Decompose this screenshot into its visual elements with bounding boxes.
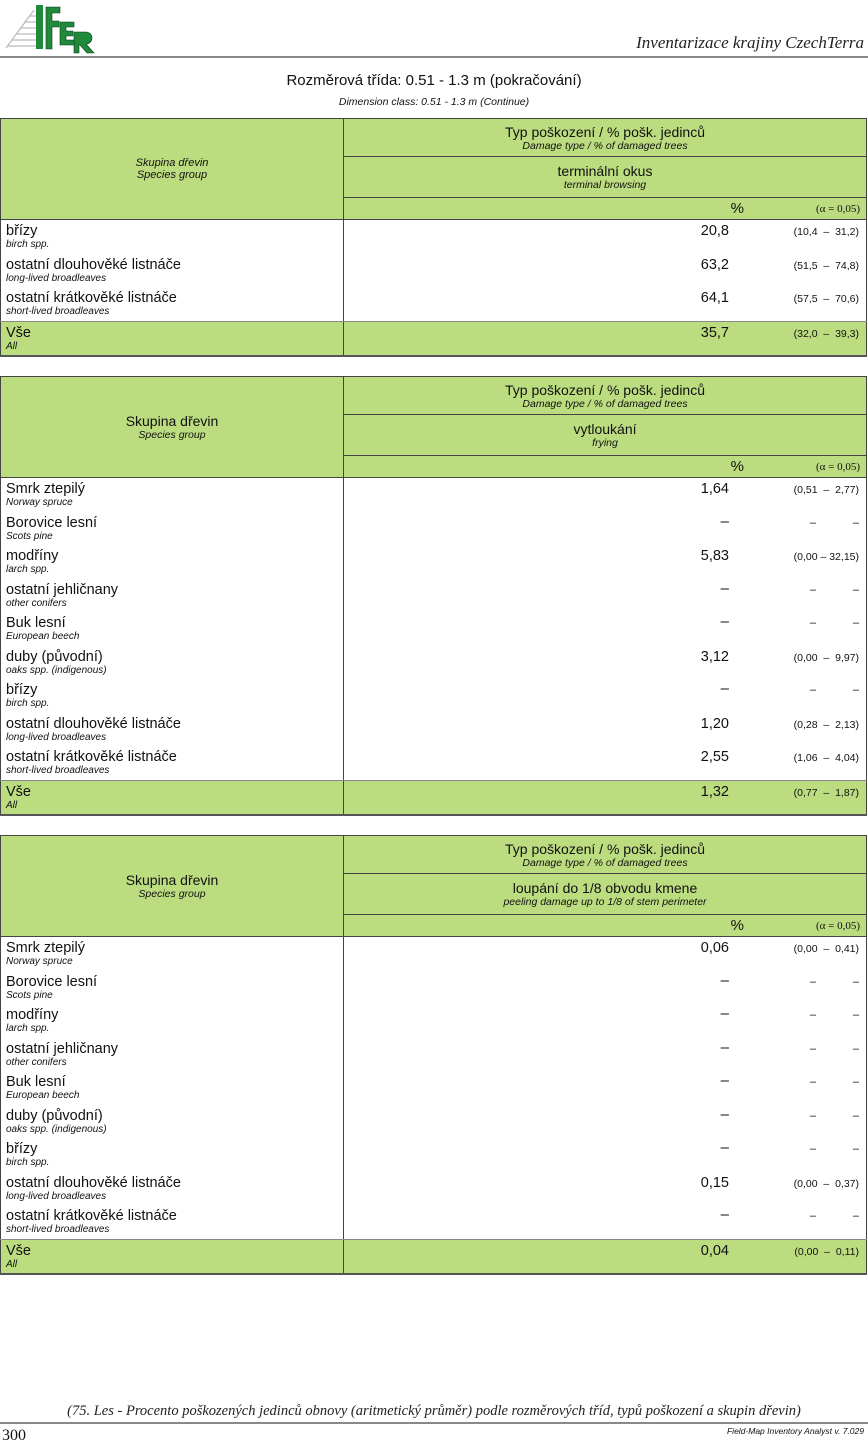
species-cell bbox=[1, 287, 344, 321]
confidence-interval: (0,00 – 0,37) bbox=[793, 1177, 859, 1190]
species-header-cz: Skupina dřevin bbox=[125, 413, 219, 429]
value-cell bbox=[344, 220, 867, 254]
species-name-cz: ostatní jehličnany bbox=[6, 581, 119, 598]
ifer-logo bbox=[4, 2, 98, 54]
percent-value: 63,2 bbox=[700, 256, 729, 273]
species-name-cz: Smrk ztepilý bbox=[6, 481, 85, 497]
ci-lower-empty: – bbox=[809, 975, 816, 988]
species-name-en: birch spp. bbox=[6, 239, 50, 250]
species-name-en: oaks spp. (indigenous) bbox=[6, 1123, 107, 1135]
percent-value: 3,12 bbox=[700, 648, 729, 665]
damage-type-header bbox=[344, 836, 867, 874]
total-label-cz: Vše bbox=[6, 324, 31, 341]
damage-name-cz: loupání do 1/8 obvodu kmene bbox=[512, 880, 698, 896]
percent-value: 20,8 bbox=[700, 223, 729, 239]
species-name-cz: břízy bbox=[6, 1141, 38, 1157]
confidence-interval: (0,28 – 2,13) bbox=[793, 718, 859, 731]
footer-divider bbox=[0, 1422, 868, 1424]
total-row bbox=[1, 780, 867, 815]
species-cell bbox=[1, 512, 344, 546]
ci-lower-empty: – bbox=[809, 516, 816, 529]
value-cell bbox=[344, 1205, 867, 1239]
species-name-en: short-lived broadleaves bbox=[6, 1224, 110, 1235]
species-name-cz: Smrk ztepilý bbox=[6, 940, 85, 956]
table-row bbox=[1, 254, 867, 288]
value-cell bbox=[344, 545, 867, 579]
table-row bbox=[1, 646, 867, 680]
ci-upper-empty: – bbox=[852, 975, 859, 988]
damage-name-en: terminal browsing bbox=[563, 179, 647, 191]
value-cell bbox=[344, 1004, 867, 1038]
ci-lower-empty: – bbox=[809, 617, 816, 629]
ci-upper-empty: – bbox=[852, 1009, 859, 1021]
damage-name-header bbox=[344, 415, 867, 456]
table-row bbox=[1, 679, 867, 713]
species-cell bbox=[1, 1239, 344, 1274]
species-cell bbox=[1, 1071, 344, 1105]
species-name-en: Scots pine bbox=[6, 989, 53, 1001]
ci-upper-empty: – bbox=[852, 1109, 859, 1122]
species-name-en: long-lived broadleaves bbox=[6, 731, 107, 743]
confidence-interval: (0,00 – 0,41) bbox=[793, 943, 859, 955]
value-cell bbox=[344, 478, 867, 512]
species-name-en: larch spp. bbox=[6, 564, 50, 575]
species-cell bbox=[1, 1038, 344, 1072]
damage-name-cz: vytloukání bbox=[573, 421, 637, 437]
page-number: 300 bbox=[2, 1427, 26, 1444]
total-label-en: All bbox=[6, 340, 18, 352]
percent-value: – bbox=[720, 971, 729, 989]
confidence-interval: (0,51 – 2,77) bbox=[793, 484, 859, 496]
table-row bbox=[1, 612, 867, 646]
species-cell bbox=[1, 746, 344, 780]
damage-table bbox=[0, 835, 867, 1275]
species-name-cz: duby (původní) bbox=[6, 1107, 103, 1124]
table-row bbox=[1, 512, 867, 546]
ci-upper-empty: – bbox=[852, 617, 859, 629]
percent-value: – bbox=[720, 680, 729, 697]
species-cell bbox=[1, 478, 344, 512]
damage-name-cz: terminální okus bbox=[557, 163, 653, 179]
species-name-en: larch spp. bbox=[6, 1023, 50, 1034]
species-name-cz: Borovice lesní bbox=[6, 973, 98, 990]
ci-lower-empty: – bbox=[809, 583, 816, 596]
table-row bbox=[1, 1105, 867, 1139]
value-cell bbox=[344, 780, 867, 815]
ci-upper-empty: – bbox=[852, 1210, 859, 1222]
species-name-cz: ostatní krátkověké listnáče bbox=[6, 749, 177, 765]
ci-upper-empty: – bbox=[852, 516, 859, 529]
species-cell bbox=[1, 713, 344, 747]
percent-value: 1,32 bbox=[700, 783, 729, 800]
damage-type-en: Damage type / % of damaged trees bbox=[522, 857, 688, 869]
percent-value: 5,83 bbox=[700, 548, 729, 564]
species-name-cz: modříny bbox=[6, 1007, 59, 1023]
value-cell bbox=[344, 321, 867, 356]
ci-lower-empty: – bbox=[809, 684, 816, 696]
ci-upper-empty: – bbox=[852, 1076, 859, 1088]
species-cell bbox=[1, 780, 344, 815]
percent-value: 35,7 bbox=[700, 324, 729, 341]
table-row bbox=[1, 1205, 867, 1239]
damage-type-cz: Typ poškození / % pošk. jedinců bbox=[505, 382, 705, 398]
species-cell bbox=[1, 254, 344, 288]
species-name-cz: ostatní dlouhověké listnáče bbox=[6, 256, 181, 273]
confidence-interval: (0,00 – 9,97) bbox=[793, 651, 859, 664]
alpha-label: (α = 0,05) bbox=[815, 920, 860, 932]
species-cell bbox=[1, 937, 344, 971]
damage-name-en: peeling damage up to 1/8 of stem perimeter bbox=[503, 896, 707, 908]
species-name-en: European beech bbox=[6, 1090, 80, 1101]
alpha-label: (α = 0,05) bbox=[815, 203, 860, 215]
species-header-cz: Skupina dřevin bbox=[125, 872, 219, 888]
species-group-header bbox=[1, 836, 344, 937]
damage-table bbox=[0, 118, 867, 357]
percent-label: % bbox=[730, 458, 744, 475]
percent-header bbox=[344, 456, 867, 478]
species-name-cz: ostatní dlouhověké listnáče bbox=[6, 1174, 181, 1191]
percent-label: % bbox=[730, 200, 744, 217]
damage-type-cz: Typ poškození / % pošk. jedinců bbox=[505, 841, 705, 857]
value-cell bbox=[344, 612, 867, 646]
ci-lower-empty: – bbox=[809, 1042, 816, 1055]
value-cell bbox=[344, 579, 867, 613]
species-name-en: long-lived broadleaves bbox=[6, 1190, 107, 1202]
percent-value: 1,64 bbox=[700, 481, 729, 497]
table-row bbox=[1, 1138, 867, 1172]
species-header-en: Species group bbox=[138, 888, 206, 900]
species-name-en: birch spp. bbox=[6, 1157, 50, 1168]
species-cell bbox=[1, 545, 344, 579]
species-cell bbox=[1, 1172, 344, 1206]
species-cell bbox=[1, 646, 344, 680]
percent-value: – bbox=[720, 1206, 729, 1223]
damage-type-cz: Typ poškození / % pošk. jedinců bbox=[505, 124, 705, 140]
species-name-en: European beech bbox=[6, 631, 80, 642]
value-cell bbox=[344, 1172, 867, 1206]
table-row bbox=[1, 971, 867, 1005]
total-label-cz: Vše bbox=[6, 783, 31, 800]
percent-header bbox=[344, 198, 867, 220]
table-row bbox=[1, 478, 867, 512]
value-cell bbox=[344, 1105, 867, 1139]
species-group-header bbox=[1, 377, 344, 478]
species-cell bbox=[1, 1205, 344, 1239]
percent-value: – bbox=[720, 1072, 729, 1089]
table-row bbox=[1, 1004, 867, 1038]
species-name-en: long-lived broadleaves bbox=[6, 272, 107, 284]
total-row bbox=[1, 1239, 867, 1274]
percent-value: – bbox=[720, 579, 729, 597]
species-cell bbox=[1, 1138, 344, 1172]
value-cell bbox=[344, 679, 867, 713]
confidence-interval: (51,5 – 74,8) bbox=[793, 259, 859, 272]
value-cell bbox=[344, 287, 867, 321]
species-name-en: other conifers bbox=[6, 597, 67, 609]
species-cell bbox=[1, 321, 344, 356]
page-title: Rozměrová třída: 0.51 - 1.3 m (pokračování) bbox=[286, 72, 582, 89]
damage-type-en: Damage type / % of damaged trees bbox=[522, 398, 688, 410]
species-name-en: birch spp. bbox=[6, 698, 50, 709]
value-cell bbox=[344, 746, 867, 780]
total-label-en: All bbox=[6, 1258, 18, 1270]
species-header-en: Species group bbox=[136, 169, 208, 181]
page-subtitle: Dimension class: 0.51 - 1.3 m (Continue) bbox=[338, 96, 530, 108]
species-name-cz: modříny bbox=[6, 548, 59, 564]
species-name-en: short-lived broadleaves bbox=[6, 765, 110, 776]
value-cell bbox=[344, 1138, 867, 1172]
damage-type-header bbox=[344, 119, 867, 157]
ci-upper-empty: – bbox=[852, 583, 859, 596]
value-cell bbox=[344, 1071, 867, 1105]
damage-name-header bbox=[344, 874, 867, 915]
value-cell bbox=[344, 512, 867, 546]
ci-lower-empty: – bbox=[809, 1109, 816, 1122]
table-row bbox=[1, 220, 867, 254]
species-cell bbox=[1, 1004, 344, 1038]
alpha-label: (α = 0,05) bbox=[815, 461, 860, 473]
brand-title: Inventarizace krajiny CzechTerra bbox=[636, 33, 864, 52]
value-cell bbox=[344, 713, 867, 747]
ci-upper-empty: – bbox=[852, 684, 859, 696]
species-cell bbox=[1, 971, 344, 1005]
species-name-en: Norway spruce bbox=[6, 497, 73, 508]
percent-value: – bbox=[720, 512, 729, 530]
ci-upper-empty: – bbox=[852, 1143, 859, 1155]
header-divider bbox=[0, 56, 868, 58]
species-cell bbox=[1, 1105, 344, 1139]
species-header-en: Species group bbox=[138, 429, 206, 441]
percent-value: – bbox=[720, 1139, 729, 1156]
table-row bbox=[1, 713, 867, 747]
species-name-cz: břízy bbox=[6, 223, 38, 239]
species-name-cz: ostatní krátkověké listnáče bbox=[6, 290, 177, 306]
confidence-interval: (1,06 – 4,04) bbox=[793, 752, 859, 764]
species-name-en: Norway spruce bbox=[6, 956, 73, 967]
table-row bbox=[1, 1038, 867, 1072]
table-row bbox=[1, 937, 867, 971]
table-row bbox=[1, 1071, 867, 1105]
species-header-cz: Skupina dřevin bbox=[135, 157, 209, 169]
species-name-cz: ostatní jehličnany bbox=[6, 1040, 119, 1057]
species-name-en: other conifers bbox=[6, 1056, 67, 1068]
damage-name-header bbox=[344, 157, 867, 198]
percent-value: 2,55 bbox=[700, 749, 729, 765]
total-row bbox=[1, 321, 867, 356]
species-cell bbox=[1, 579, 344, 613]
total-label-cz: Vše bbox=[6, 1242, 31, 1259]
percent-label: % bbox=[730, 917, 744, 934]
species-cell bbox=[1, 612, 344, 646]
total-label-en: All bbox=[6, 799, 18, 811]
damage-type-header bbox=[344, 377, 867, 415]
ci-lower-empty: – bbox=[809, 1210, 816, 1222]
percent-value: 1,20 bbox=[700, 715, 729, 732]
value-cell bbox=[344, 1239, 867, 1274]
confidence-interval: (32,0 – 39,3) bbox=[793, 327, 859, 340]
value-cell bbox=[344, 937, 867, 971]
species-name-cz: Buk lesní bbox=[6, 615, 66, 631]
table-row bbox=[1, 1172, 867, 1206]
confidence-interval: (0,77 – 1,87) bbox=[793, 786, 859, 799]
value-cell bbox=[344, 646, 867, 680]
species-name-cz: ostatní dlouhověké listnáče bbox=[6, 715, 181, 732]
percent-header bbox=[344, 915, 867, 937]
table-row bbox=[1, 579, 867, 613]
percent-value: – bbox=[720, 1005, 729, 1022]
confidence-interval: (57,5 – 70,6) bbox=[793, 293, 859, 305]
species-name-cz: ostatní krátkověké listnáče bbox=[6, 1208, 177, 1224]
confidence-interval: (0,00 – 32,15) bbox=[793, 551, 859, 563]
species-name-cz: břízy bbox=[6, 682, 38, 698]
percent-value: – bbox=[720, 1038, 729, 1056]
percent-value: 64,1 bbox=[700, 290, 729, 306]
table-row bbox=[1, 545, 867, 579]
ci-lower-empty: – bbox=[809, 1009, 816, 1021]
species-cell bbox=[1, 679, 344, 713]
ci-lower-empty: – bbox=[809, 1143, 816, 1155]
percent-value: 0,15 bbox=[700, 1174, 729, 1191]
value-cell bbox=[344, 254, 867, 288]
table-row bbox=[1, 746, 867, 780]
damage-type-en: Damage type / % of damaged trees bbox=[522, 140, 688, 152]
confidence-interval: (10,4 – 31,2) bbox=[793, 226, 859, 238]
percent-value: – bbox=[720, 1105, 729, 1123]
percent-value: – bbox=[720, 613, 729, 630]
species-name-en: short-lived broadleaves bbox=[6, 306, 110, 317]
percent-value: 0,06 bbox=[700, 940, 729, 956]
table-caption: (75. Les - Procento poškozených jedinců obnovy (aritmetický průměr) podle rozměrových tříd, typů poškození a skupin dřevin) bbox=[67, 1403, 801, 1419]
value-cell bbox=[344, 971, 867, 1005]
species-name-cz: Borovice lesní bbox=[6, 514, 98, 531]
ci-upper-empty: – bbox=[852, 1042, 859, 1055]
damage-name-en: frying bbox=[592, 437, 618, 449]
ci-lower-empty: – bbox=[809, 1076, 816, 1088]
species-cell bbox=[1, 220, 344, 254]
percent-value: 0,04 bbox=[700, 1242, 729, 1259]
species-name-cz: Buk lesní bbox=[6, 1074, 66, 1090]
value-cell bbox=[344, 1038, 867, 1072]
damage-table bbox=[0, 376, 867, 816]
table-row bbox=[1, 287, 867, 321]
software-version: Field-Map Inventory Analyst v. 7.029 bbox=[726, 1426, 864, 1436]
species-name-en: oaks spp. (indigenous) bbox=[6, 664, 107, 676]
confidence-interval: (0,00 – 0,11) bbox=[794, 1245, 859, 1258]
species-group-header bbox=[1, 119, 344, 220]
species-name-cz: duby (původní) bbox=[6, 648, 103, 665]
species-name-en: Scots pine bbox=[6, 530, 53, 542]
